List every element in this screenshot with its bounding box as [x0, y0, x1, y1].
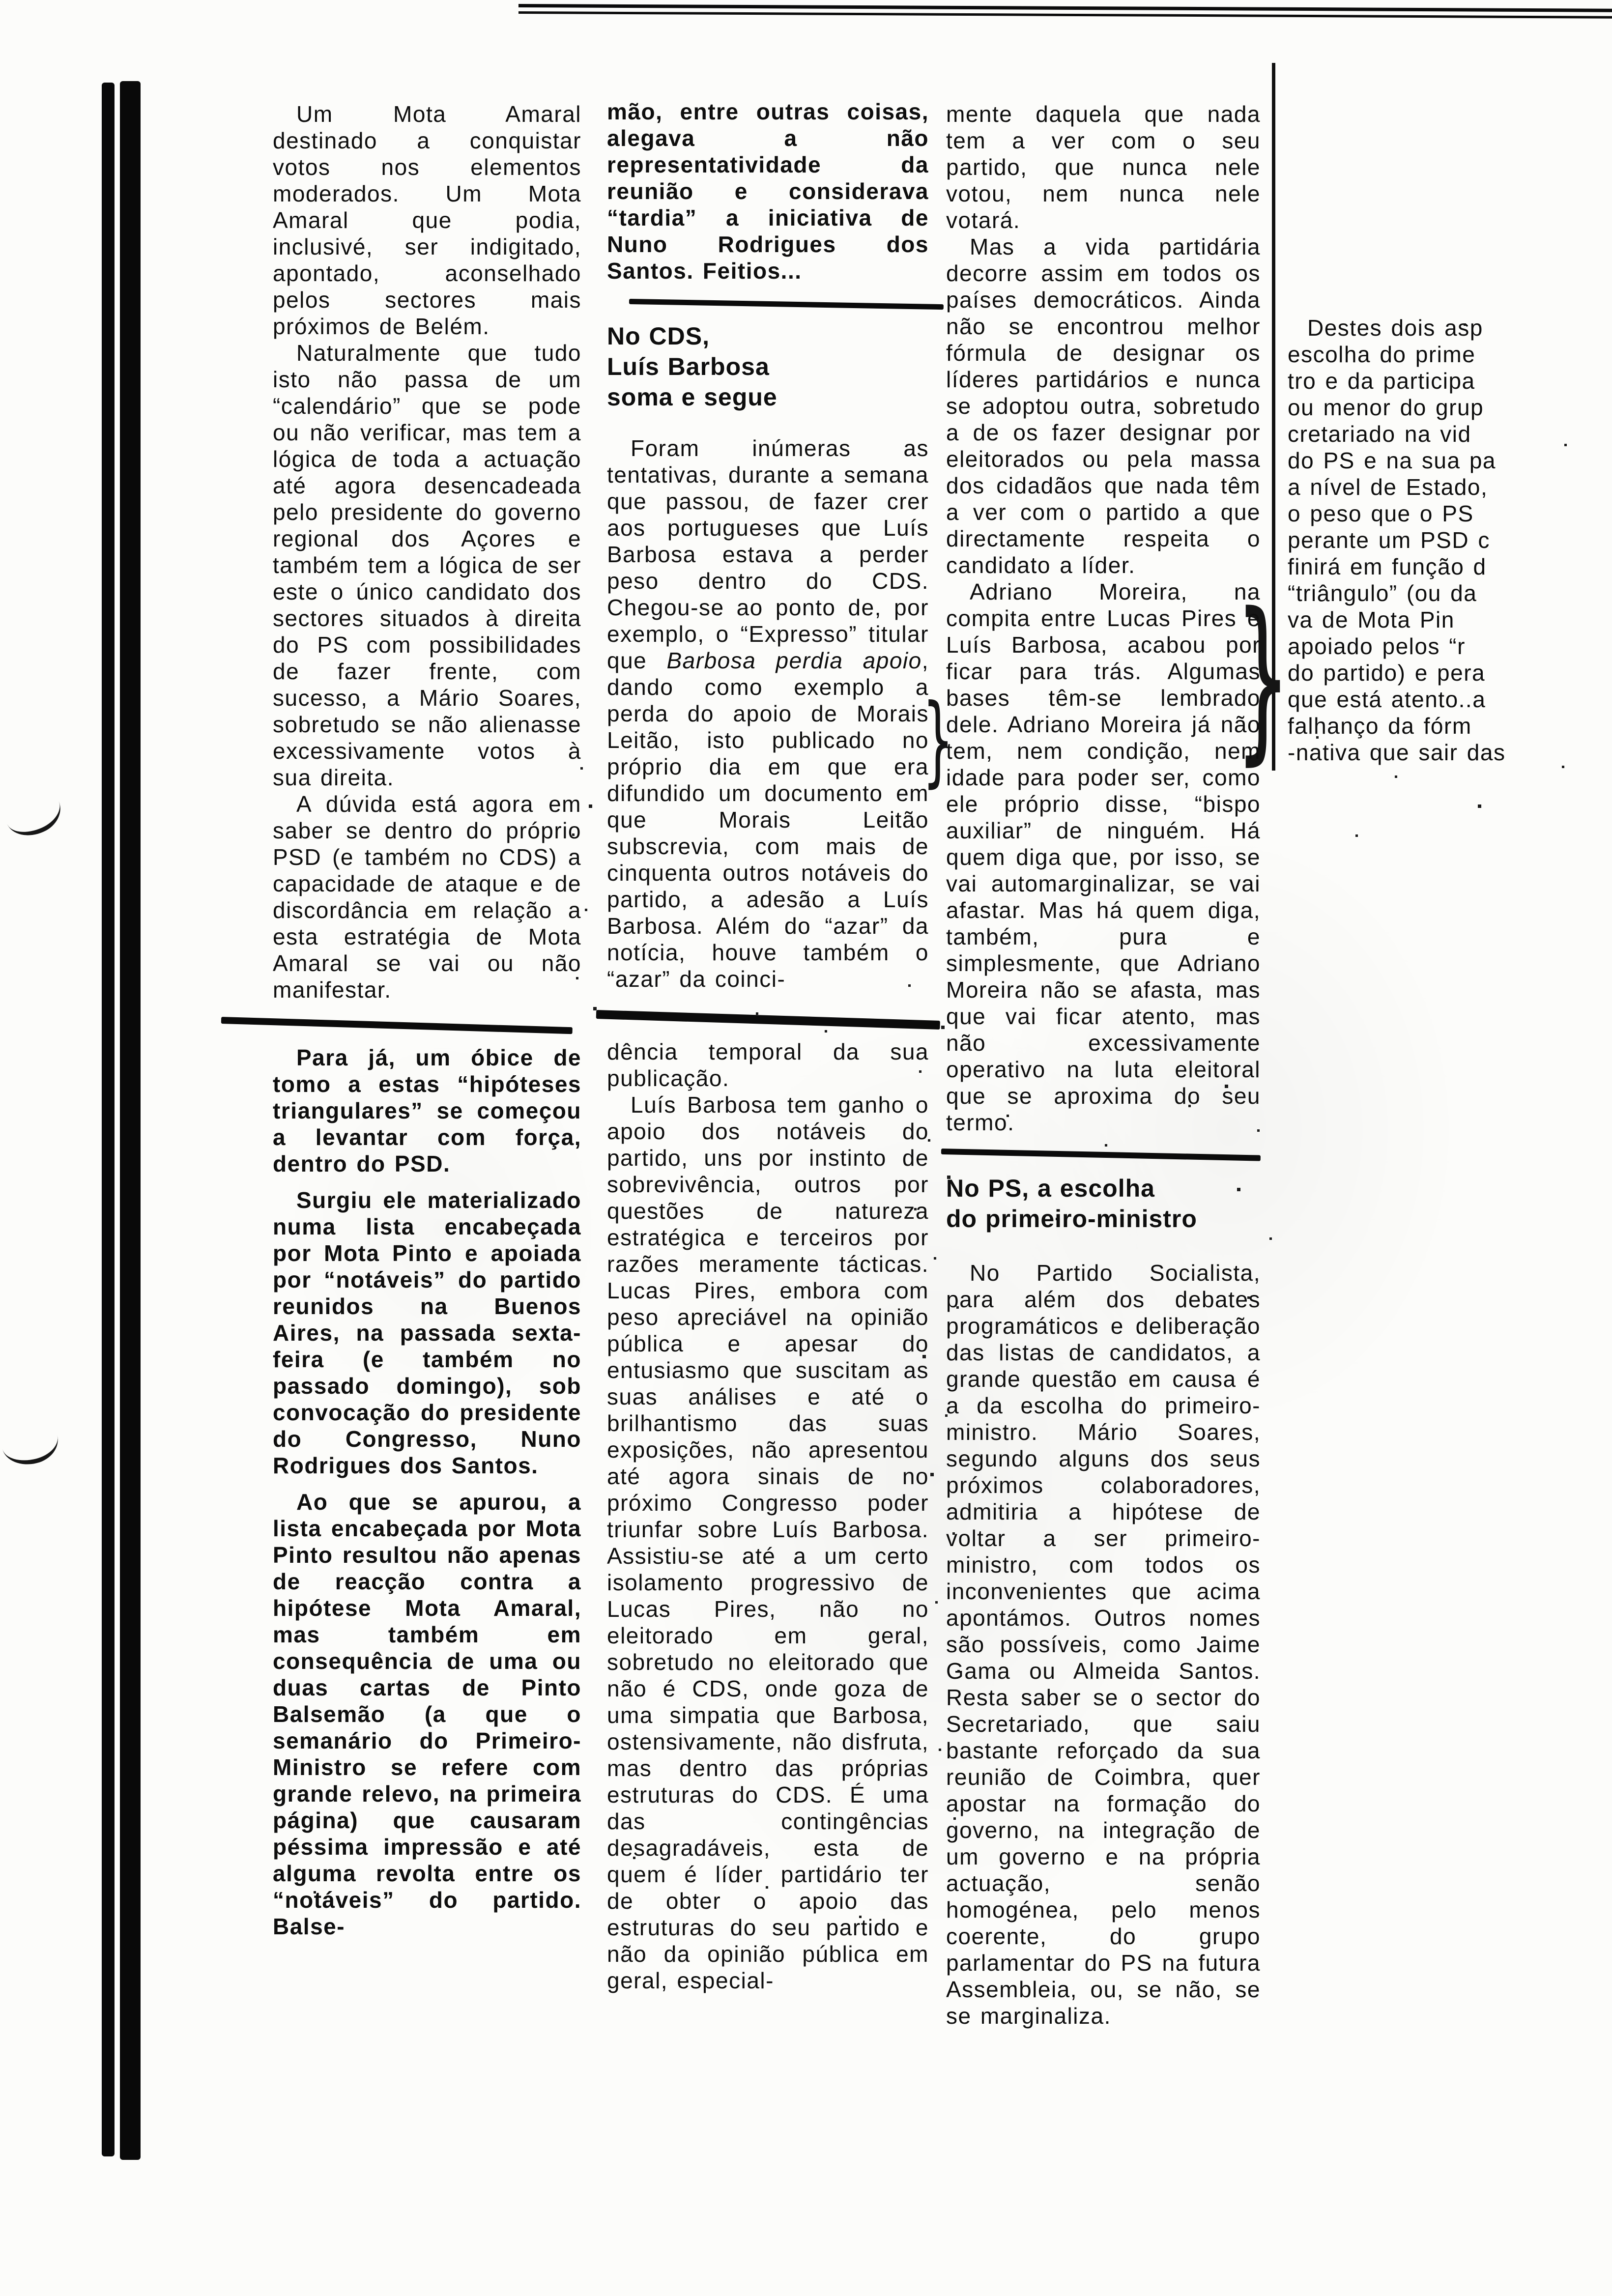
paragraph-bold: mão, entre outras coisas, alegava a não representatividade da reunião e considerava “tardia” a iniciativa de Nuno Rodrigues dos Santos. Feitios...	[607, 99, 929, 284]
paragraph-bold: Ao que se apurou, a lista encabeçada por Mota Pinto resultou não apenas de reacção contra a hipótese Mota Amaral, mas também em consequência de uma ou duas cartas de Pinto Balsemão (a que o semanário do Primeiro-Ministro se refere com grande relevo, na primeira página) que causaram péssima impressão e até alguma revolta entre os “notáveis” do partido. Balse-	[273, 1489, 581, 1939]
clipped-line: tro e da participa	[1288, 368, 1475, 394]
clipped-line: escolha do prime	[1288, 342, 1476, 367]
clipped-line: va de Mota Pin	[1288, 607, 1455, 632]
clipped-line: o peso que o PS	[1288, 501, 1474, 526]
clipped-line: finirá em função d	[1288, 554, 1487, 579]
scan-bar-thick	[120, 81, 141, 2160]
clipped-line: apoiado pelos “r	[1288, 633, 1466, 659]
top-rule-upper	[518, 4, 1612, 12]
margin-mark-upper	[2, 791, 67, 844]
clipped-line: perante um PSD c	[1288, 527, 1490, 553]
paragraph: mente daquela que nada tem a ver com o seu partido, que nunca nele votou, nem nunca nele votará.	[946, 101, 1261, 233]
clipped-line: cretariado na vid	[1288, 421, 1471, 447]
column-1	[273, 101, 581, 1940]
clipped-line: a nível de Estado,	[1288, 474, 1488, 500]
italic-quote: Barbosa perdia apoio	[666, 648, 922, 673]
headline-ps	[946, 1173, 1261, 1234]
headline-cds	[607, 321, 929, 412]
paragraph-text: , dando como exemplo a perda do apoio de Morais Leitão, isto publicado no próprio dia em que era difundido um documento em que Morais Leitão subscrevia, com mais de cinquenta outros notáveis do partido, a adesão a Luís Barbosa. Além do “azar” da notícia, houve também o “azar” da coinci-	[607, 648, 929, 992]
clipped-line: falhanço da fórm	[1288, 713, 1472, 739]
headline-line: No PS, a escolha	[946, 1175, 1155, 1202]
paragraph: Um Mota Amaral destinado a conquistar votos nos elementos moderados. Um Mota Amaral que podia, inclusivé, ser indigitado, apontado, aconselhado pelos sectores mais próximos de Belém.	[273, 101, 581, 339]
brace-mark-middle: }	[922, 683, 954, 798]
paragraph-bold: Surgiu ele materializado numa lista encabeçada por Mota Pinto e apoiada por “notáveis” do partido reunidos na Buenos Aires, na passada sexta-feira (e também no passado domingo), sob convocação do presidente do Congresso, Nuno Rodrigues dos Santos.	[273, 1187, 581, 1478]
scan-bar-thin	[102, 83, 115, 2156]
column-3	[946, 101, 1261, 2029]
section-rule-col2	[596, 1010, 940, 1030]
margin-mark-lower	[0, 1425, 62, 1470]
paragraph-bold: Para já, um óbice de tomo a estas “hipóteses triangulares” se começou a levantar com força, dentro do PSD.	[273, 1045, 581, 1177]
paragraph: A dúvida está agora em saber se dentro do próprio PSD (e também no CDS) a capacidade de ataque e de discordância em relação a esta estratégia de Mota Amaral se vai ou não manifestar.	[273, 791, 581, 1003]
top-rule-lower	[518, 11, 1612, 19]
paragraph: Mas a vida partidária decorre assim em todos os países democráticos. Ainda não se encontrou melhor fórmula de designar os líderes partidários e nunca se adoptou outra, sobretudo a de os fazer designar por eleitorados ou pela massa dos cidadãos que nada têm a ver com o partido a que directamente respeita o candidato a líder.	[946, 234, 1261, 578]
headline-line: No CDS,	[607, 322, 710, 350]
headline-rule-ps	[941, 1148, 1261, 1161]
paragraph: No Partido Socialista, para além dos debates programáticos e deliberação das listas de candidatos, a grande questão em causa é a da escolha do primeiro-ministro. Mário Soares, segundo alguns dos seus próximos colaboradores, admitiria a hipótese de voltar a ser primeiro-ministro, com todos os inconvenientes que acima apontámos. Outros nomes são possíveis, como Jaime Gama ou Almeida Santos. Resta saber se o sector do Secretariado, que saiu bastante reforçado da sua reunião de Coimbra, quer apostar na formação do governo, na integração de um governo e na própria actuação, senão homogénea, pelo menos coerente, do grupo parlamentar do PS na futura Assembleia, ou, se não, se se marginaliza.	[946, 1260, 1261, 2029]
clipped-line: Destes dois asp	[1307, 315, 1483, 341]
column-2	[607, 98, 929, 1994]
clipped-line: do partido) e pera	[1288, 660, 1486, 686]
paragraph: dência temporal da sua publicação.	[607, 1039, 929, 1091]
clipped-line: que está atento..a	[1288, 687, 1486, 712]
clipped-line: “triângulo” (ou da	[1288, 580, 1477, 606]
section-rule-col1	[221, 1017, 573, 1034]
paragraph-text: Foram inúmeras as tentativas, durante a semana que passou, de fazer crer aos portugueses que Luís Barbosa estava a perder peso dentro do CDS. Chegou-se ao ponto de, por exemplo, o “Expresso” titular que	[607, 435, 929, 673]
headline-line: soma e segue	[607, 383, 777, 411]
paragraph	[607, 435, 929, 992]
clipped-line: -nativa que sair das	[1288, 740, 1506, 765]
column-4-clipped	[1288, 315, 1612, 766]
paragraph: Luís Barbosa tem ganho o apoio dos notáveis do partido, uns por instinto de sobrevivência, outros por questões de natureza estratégica e terceiros por razões meramente tácticas. Lucas Pires, embora com peso apreciável na opinião pública e apesar do entusiasmo que suscitam as suas análises e até o brilhantismo das suas exposições, não apresentou até agora sinais de no próximo Congresso poder triunfar sobre Luís Barbosa. Assistiu-se até a um certo isolamento progressivo de Lucas Pires, não no eleitorado em geral, sobretudo no eleitorado que não é CDS, onde goza de uma simpatia que Barbosa, ostensivamente, não disfruta, mas dentro das próprias estruturas do CDS. É uma das contingências desagradáveis, esta de quem é líder partidário ter de obter o apoio das estruturas do seu partido e não da opinião pública em geral, especial-	[607, 1092, 929, 1993]
headline-line: do primeiro-ministro	[946, 1205, 1197, 1233]
clipped-line: do PS e na sua pa	[1288, 448, 1497, 473]
clipped-line: ou menor do grup	[1288, 395, 1484, 420]
headline-line: Luís Barbosa	[607, 353, 770, 380]
paragraph: Naturalmente que tudo isto não passa de um “calendário” que se pode ou não verificar, mas tem a lógica de toda a actuação até agora desencadeada pelo presidente do governo regional dos Açores e também tem a lógica de ser este o único candidato dos sectores situados à direita do PS com possibilidades de fazer frente, com sucesso, a Mário Soares, sobretudo se não alienasse excessivamente votos à sua direita.	[273, 340, 581, 790]
headline-rule-cds	[629, 299, 944, 310]
brace-mark-right: }	[1235, 575, 1291, 781]
paragraph: Adriano Moreira, na compita entre Lucas Pires e Luís Barbosa, acabou por ficar para trás. Algumas bases têm-se lembrado dele. Adriano Moreira já não tem, nem condição, nem idade para poder ser, como ele próprio disse, “bispo auxiliar” de ninguém. Há quem diga que, por isso, se vai automarginalizar, se vai afastar. Mas há quem diga, também, pura e simplesmente, que Adriano Moreira não se afasta, mas que vai ficar atento, mas não excessivamente operativo na luta eleitoral que se aproxima do seu termo.	[946, 579, 1261, 1135]
